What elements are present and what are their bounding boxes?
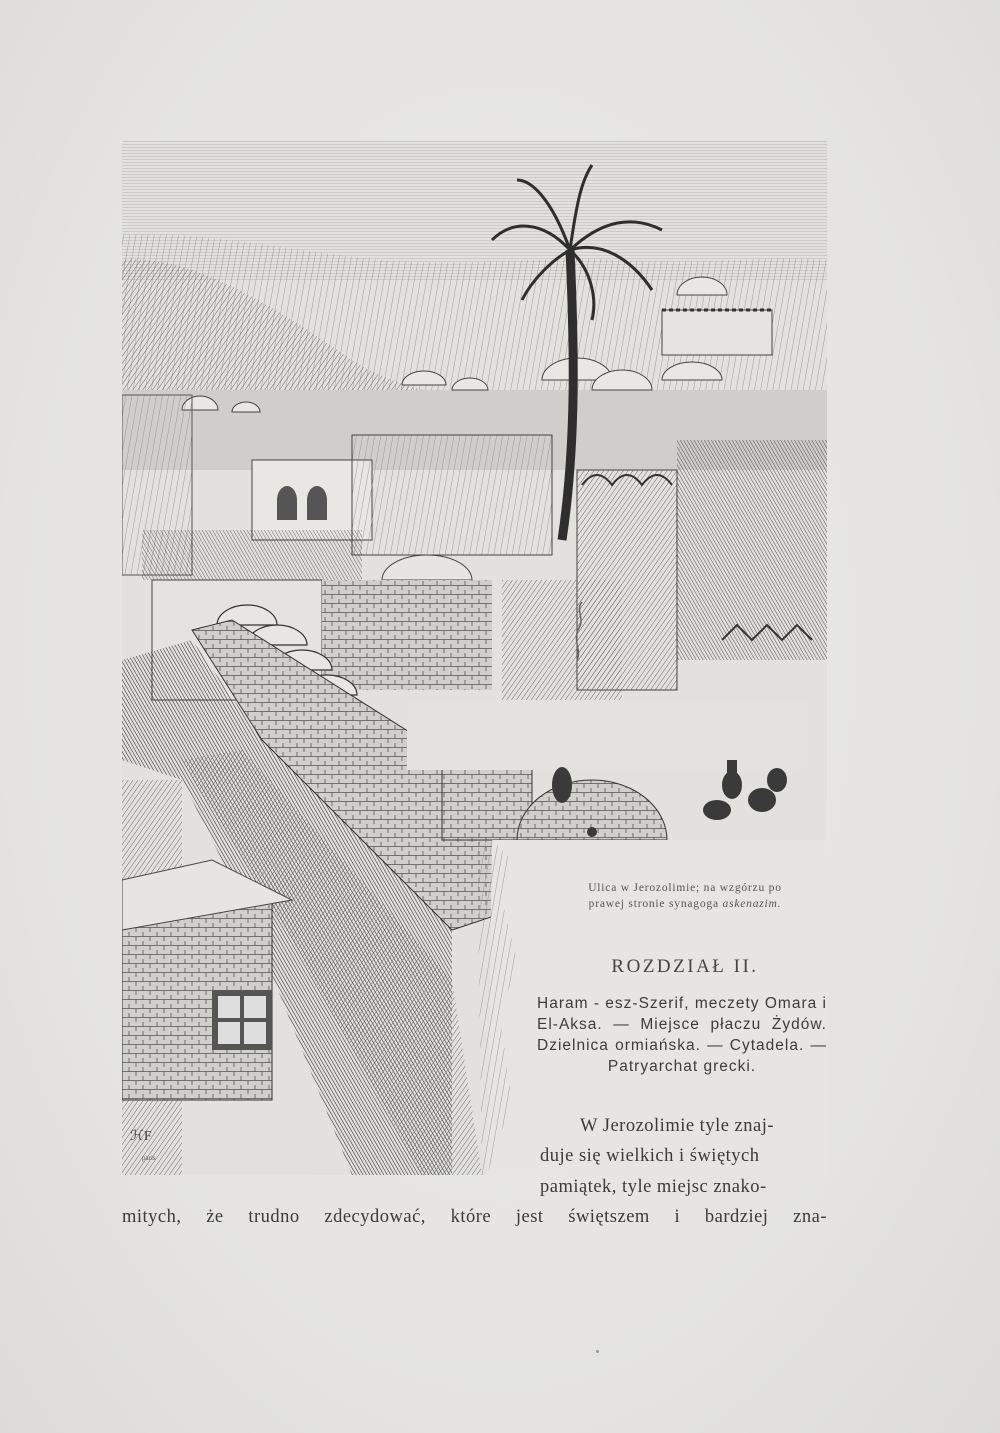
body-line-1: W Jerozolimie tyle znaj- — [580, 1116, 775, 1136]
body-word: świętszem — [568, 1207, 650, 1227]
body-word: trudno — [248, 1207, 300, 1227]
illustration-caption — [540, 880, 830, 912]
body-line-3: pamiątek, tyle miejsc znako- — [540, 1177, 767, 1197]
body-word: zna- — [793, 1207, 827, 1227]
caption-line-1: Ulica w Jerozolimie; na wzgórzu po — [588, 882, 782, 894]
body-word: zdecydować, — [324, 1207, 426, 1227]
body-word: bardziej — [704, 1207, 769, 1227]
caption-italic-term: askenazim. — [722, 898, 782, 910]
body-word: które — [450, 1207, 492, 1227]
page-speck — [596, 1350, 599, 1353]
body-word: i — [674, 1207, 681, 1227]
svg-text:paris: paris — [142, 1154, 156, 1162]
svg-text:ℋF: ℋF — [130, 1129, 152, 1144]
body-line-4 — [122, 1207, 827, 1228]
caption-line-2: prawej stronie synagoga askenazim. — [588, 898, 782, 910]
body-line-2: duje się wielkich i świętych — [540, 1146, 760, 1166]
chapter-title: ROZDZIAŁ II. — [611, 956, 759, 977]
chapter-summary: Haram - esz-Szerif, meczety Omara i El-Aksa. — Miejsce płaczu Żydów. Dzielnica ormiańska. — Cytadela. — Patryarchat grecki. — [537, 995, 827, 1075]
body-word: że — [206, 1207, 224, 1227]
body-word: jest — [515, 1207, 544, 1227]
body-word: mitych, — [122, 1207, 182, 1227]
